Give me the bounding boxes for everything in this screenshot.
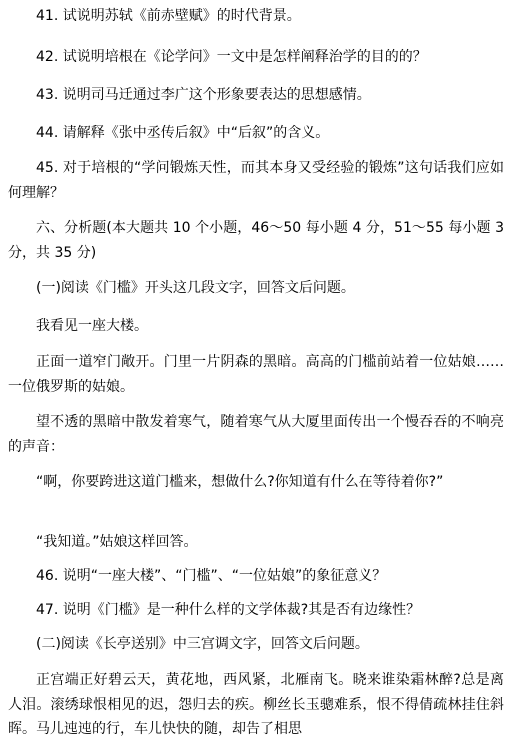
question-46: 46. 说明“一座大楼”、“门槛”、“一位姑娘”的象征意义？ [36,568,387,584]
passage-paragraph: “啊，你要跨进这道门槛来，想做什么?你知道有什么在等待着你?” [36,474,444,490]
passage-paragraph: 正面一道窄门敞开。门里一片阴森的黑暗。高高的门槛前站着一位姑娘……一位俄罗斯的姑娘。 [8,354,504,395]
section-six-heading: 六、分析题(本大题共 10 个小题，46～50 每小题 4 分，51～55 每小题 3 分，共 35 分) [8,220,504,261]
question-44: 44. 请解释《张中丞传后叙》中“后叙”的含义。 [36,125,330,141]
passage-paragraph: 望不透的黑暗中散发着寒气，随着寒气从大厦里面传出一个慢吞吞的不响亮的声音： [8,414,504,455]
question-43: 43. 说明司马迁通过李广这个形象要表达的思想感情。 [36,87,371,103]
question-42: 42. 试说明培根在《论学问》一文中是怎样阐释治学的目的的？ [36,49,427,65]
passage-paragraph: “我知道。”姑娘这样回答。 [36,534,198,550]
question-47: 47. 说明《门槛》是一种什么样的文学体裁?其是否有边缘性？ [36,602,421,618]
passage-paragraph: 我看见一座大楼。 [36,318,148,334]
question-45: 45. 对于培根的“学问锻炼天性，而其本身又受经验的锻炼”这句话我们应如何理解？ [8,160,504,201]
question-41: 41. 试说明苏轼《前赤壁赋》的时代背景。 [36,8,301,24]
reading-one-heading: (一)阅读《门槛》开头这几段文字，回答文后问题。 [36,280,355,296]
reading-two-heading: (二)阅读《长亭送别》中三宫调文字，回答文后问题。 [36,636,369,652]
passage-paragraph: 正宫端正好碧云天，黄花地，西风紧，北雁南飞。晓来谁染霜林醉?总是离人泪。滚绣球恨相见的迟，怨归去的疾。柳丝长玉骢难系，恨不得倩疏林挂住斜晖。马儿迍迍的行，车儿快快的随，却告了相思 [8,672,504,737]
